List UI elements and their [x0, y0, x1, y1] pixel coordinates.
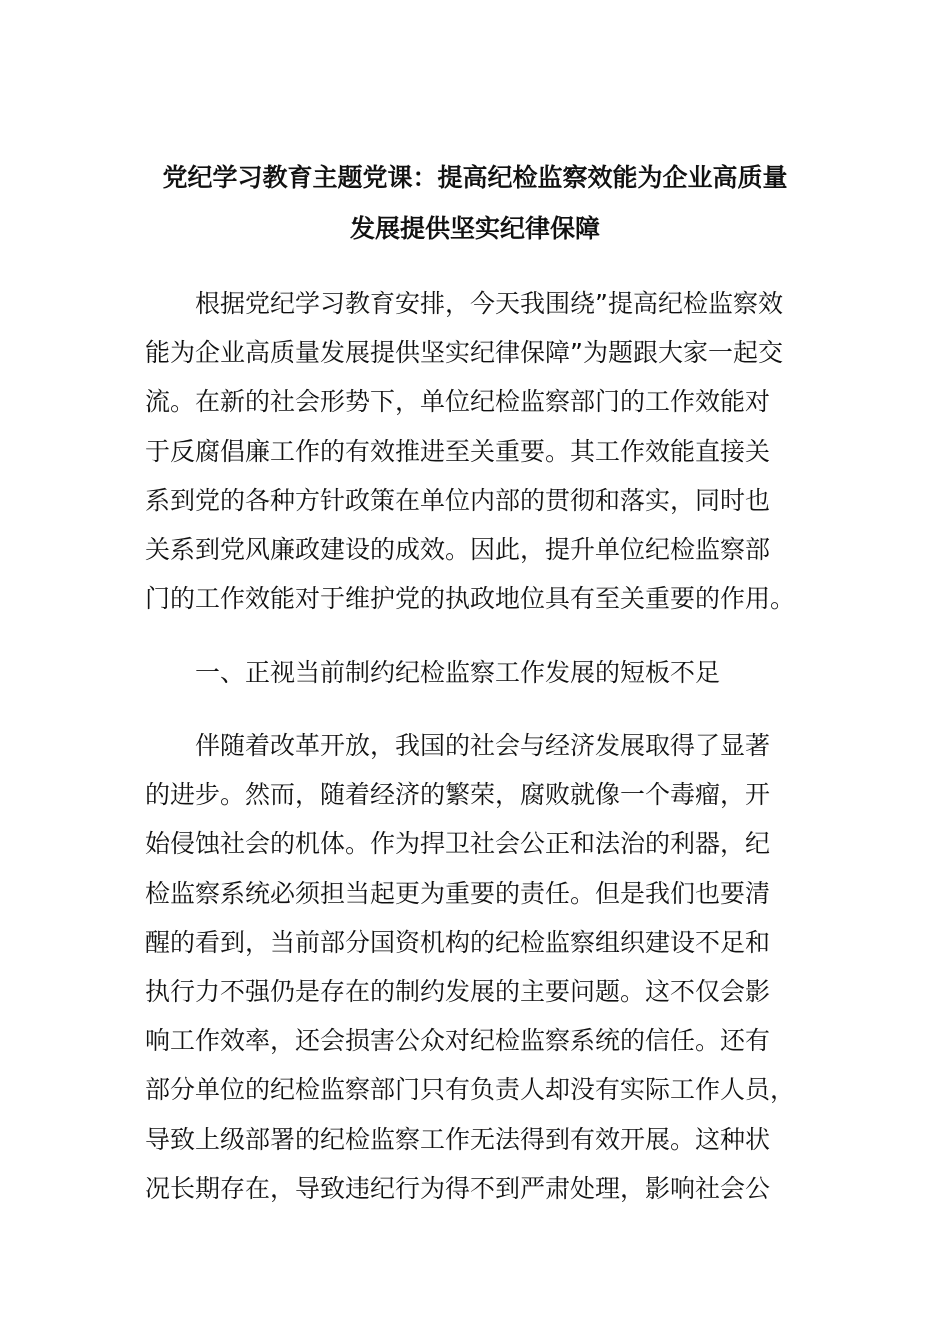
paragraph-line: 响工作效率，还会损害公众对纪检监察系统的信任。还有	[145, 1026, 771, 1056]
paragraph-intro	[145, 279, 810, 623]
title-line: 党纪学习教育主题党课：提高纪检监察效能为企业高质量	[162, 163, 788, 192]
paragraph-line: 流。在新的社会形势下，单位纪检监察部门的工作效能对	[145, 387, 771, 417]
paragraph-line: 导致上级部署的纪检监察工作无法得到有效开展。这种状	[145, 1124, 771, 1154]
paragraph-line: 的进步。然而，随着经济的繁荣，腐败就像一个毒瘤，开	[145, 780, 771, 810]
paragraph-line: 始侵蚀社会的机体。作为捍卫社会公正和法治的利器，纪	[145, 829, 771, 859]
document-title	[130, 152, 820, 254]
paragraph-line: 于反腐倡廉工作的有效推进至关重要。其工作效能直接关	[145, 436, 771, 466]
paragraph-line: 关系到党风廉政建设的成效。因此，提升单位纪检监察部	[145, 534, 771, 564]
paragraph-line: 根据党纪学习教育安排，今天我围绕”提高纪检监察效	[195, 289, 783, 318]
paragraph-line: 部分单位的纪检监察部门只有负责人却没有实际工作人员，	[145, 1075, 796, 1105]
paragraph-line: 门的工作效能对于维护党的执政地位具有至关重要的作用。	[145, 584, 796, 614]
paragraph-line: 系到党的各种方针政策在单位内部的贯彻和落实，同时也	[145, 485, 771, 515]
paragraph-section1	[145, 721, 810, 1213]
paragraph-line: 伴随着改革开放，我国的社会与经济发展取得了显著	[195, 731, 771, 760]
paragraph-line: 况长期存在，导致违纪行为得不到严肃处理，影响社会公	[145, 1173, 771, 1203]
paragraph-line: 醒的看到，当前部分国资机构的纪检监察组织建设不足和	[145, 927, 771, 957]
title-line: 发展提供坚实纪律保障	[349, 214, 600, 243]
section-heading-text: 一、正视当前制约纪检监察工作发展的短板不足	[195, 658, 721, 687]
paragraph-line: 能为企业高质量发展提供坚实纪律保障”为题跟大家一起交	[145, 338, 783, 368]
paragraph-line: 检监察系统必须担当起更为重要的责任。但是我们也要清	[145, 878, 771, 908]
paragraph-line: 执行力不强仍是存在的制约发展的主要问题。这不仅会影	[145, 976, 771, 1006]
section-heading	[145, 648, 810, 697]
